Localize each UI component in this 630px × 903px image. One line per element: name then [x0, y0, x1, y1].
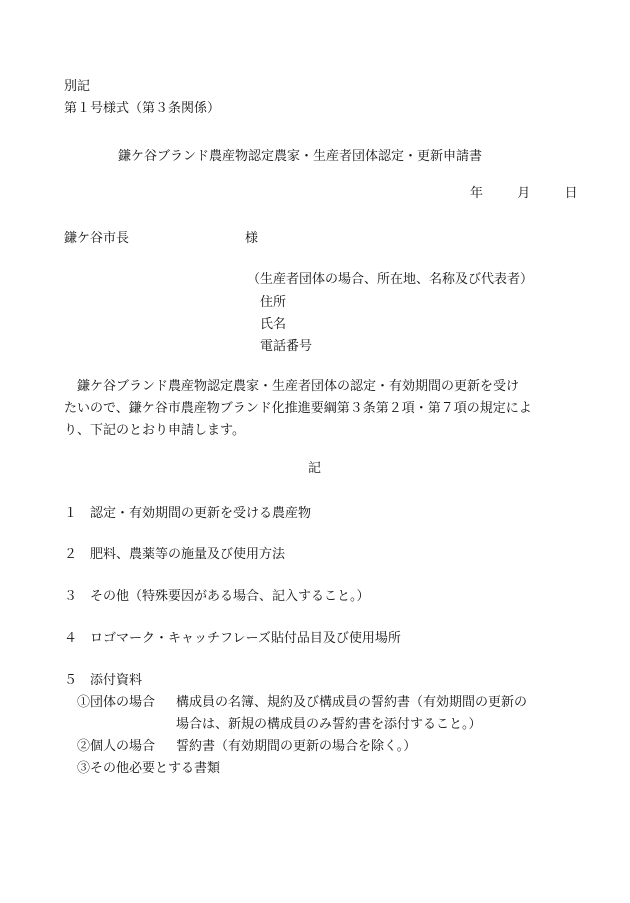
date-day: 日	[564, 186, 578, 201]
attachment-group-text-line-2: 場合は、新規の構成員のみ誓約書を添付すること。）	[176, 717, 482, 732]
item-1-number: １	[64, 506, 78, 521]
attachment-individual-text: 誓約書（有効期間の更新の場合を除く。）	[176, 739, 417, 754]
form-number: 第１号様式（第３条関係）	[64, 101, 221, 116]
item-5-text: 添付資料	[90, 673, 143, 688]
item-3-text: その他（特殊要因がある場合、記入すること。）	[90, 589, 370, 604]
date-year: 年	[470, 186, 484, 201]
document-title: 鎌ケ谷ブランド農産物認定農家・生産者団体認定・更新申請書	[118, 149, 483, 164]
appendix-label: 別記	[64, 79, 91, 94]
attachment-other: ③その他必要とする書類	[77, 761, 221, 776]
date-month: 月	[517, 186, 531, 201]
item-2-text: 肥料、農薬等の施量及び使用方法	[90, 547, 286, 562]
attachment-group-text-line-1: 構成員の名簿、規約及び構成員の誓約書（有効期間の更新の	[176, 695, 528, 710]
applicant-address-label: 住所	[260, 295, 287, 310]
item-4-number: ４	[64, 631, 78, 646]
item-4-text: ロゴマーク・キャッチフレーズ貼付品目及び使用場所	[90, 631, 401, 646]
item-3-number: ３	[64, 589, 78, 604]
applicant-name-label: 氏名	[260, 317, 287, 332]
addressee-name: 鎌ケ谷市長	[64, 231, 130, 246]
attachment-individual-label: ②個人の場合	[77, 739, 156, 754]
addressee-honorific: 様	[245, 231, 259, 246]
item-5-number: ５	[64, 673, 78, 688]
body-paragraph-line-3: り、下記のとおり申請します。	[64, 423, 245, 438]
body-paragraph-line-2: たいので、鎌ケ谷市農産物ブランド化推進要綱第３条第２項・第７項の規定によ	[64, 401, 532, 416]
date-line	[470, 187, 578, 200]
applicant-note: （生産者団体の場合、所在地、名称及び代表者）	[247, 272, 534, 287]
body-paragraph-line-1: 鎌ケ谷ブランド農産物認定農家・生産者団体の認定・有効期間の更新を受け	[77, 379, 520, 394]
item-1-text: 認定・有効期間の更新を受ける農産物	[90, 506, 312, 521]
applicant-phone-label: 電話番号	[260, 339, 313, 354]
item-2-number: ２	[64, 547, 78, 562]
ki-heading: 記	[308, 461, 322, 476]
attachment-group-label: ①団体の場合	[77, 695, 156, 710]
